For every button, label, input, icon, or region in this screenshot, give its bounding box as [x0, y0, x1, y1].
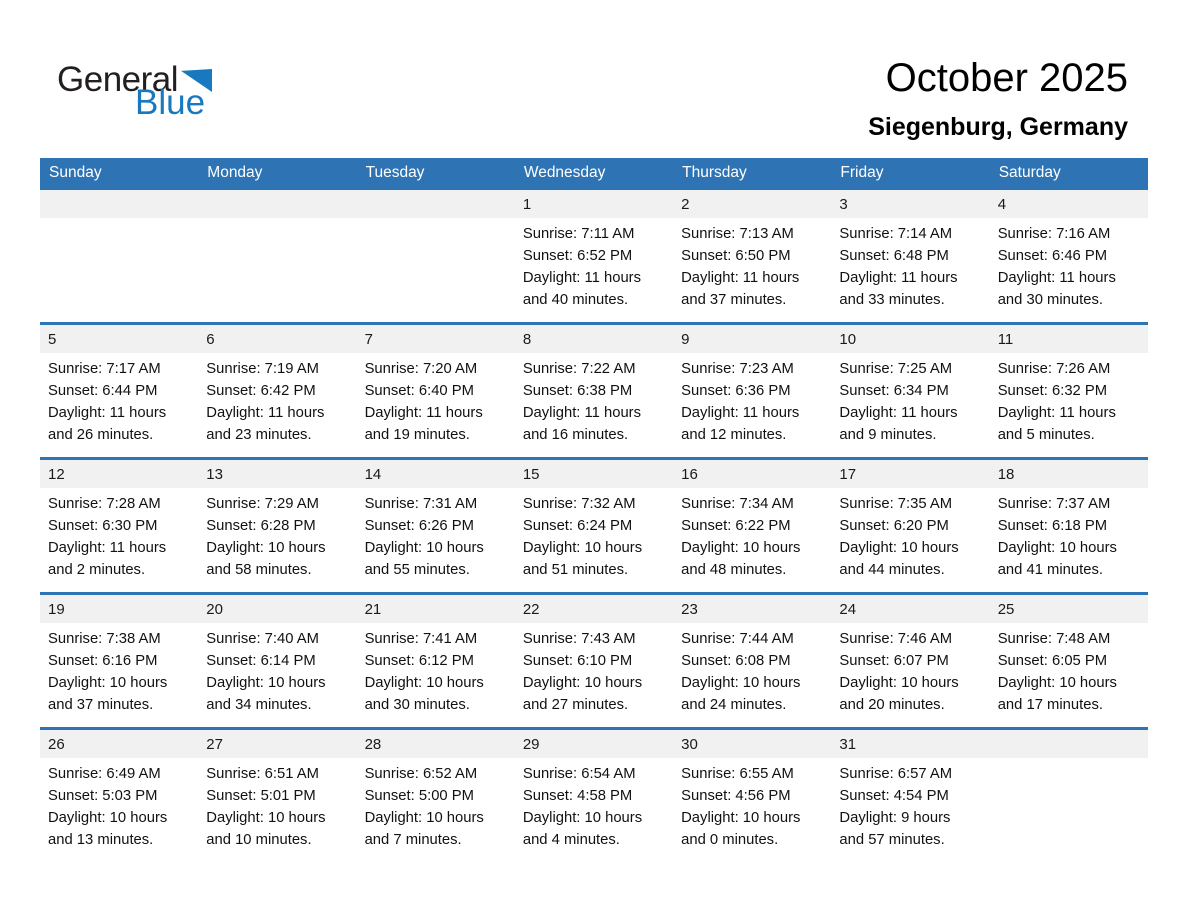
- calendar-day-cell: [357, 730, 515, 862]
- calendar-grid: [40, 158, 1148, 862]
- daylight-line2: and 44 minutes.: [839, 562, 945, 578]
- calendar-day-cell: [673, 595, 831, 727]
- day-details: [831, 353, 989, 446]
- sunset-text: Sunset: 6:24 PM: [522, 518, 633, 534]
- day-details: [990, 353, 1148, 446]
- day-number: 19: [40, 595, 198, 623]
- sunset-text: Sunset: 6:46 PM: [997, 248, 1108, 264]
- daylight-line2: and 20 minutes.: [839, 697, 945, 713]
- day-number: 22: [515, 595, 673, 623]
- calendar-day-cell: [515, 325, 673, 457]
- daylight-line1: Daylight: 10 hours: [681, 540, 801, 556]
- day-number: 4: [990, 190, 1148, 218]
- sunrise-text: Sunrise: 7:28 AM: [48, 496, 161, 512]
- day-number: 30: [673, 730, 831, 758]
- logo-word-blue: Blue: [135, 83, 206, 122]
- daylight-line2: and 7 minutes.: [364, 832, 462, 848]
- daylight-line2: and 34 minutes.: [206, 697, 312, 713]
- sunrise-text: Sunrise: 7:23 AM: [681, 361, 794, 377]
- sunset-text: Sunset: 6:10 PM: [522, 653, 633, 669]
- day-details: [40, 623, 198, 716]
- logo-word-general: General: [57, 60, 179, 99]
- day-details: [357, 623, 515, 716]
- daylight-line1: Daylight: 11 hours: [997, 405, 1116, 421]
- week-row-1: [40, 187, 1148, 322]
- daylight-line1: Daylight: 10 hours: [206, 540, 326, 556]
- day-details: [831, 488, 989, 581]
- day-number: 29: [515, 730, 673, 758]
- daylight-line2: and 55 minutes.: [364, 562, 470, 578]
- daylight-line1: Daylight: 11 hours: [364, 405, 483, 421]
- day-number: 6: [198, 325, 356, 353]
- week-row-4: [40, 592, 1148, 727]
- day-details: [673, 218, 831, 311]
- sunrise-text: Sunrise: 7:22 AM: [522, 361, 636, 377]
- day-number: 11: [990, 325, 1148, 353]
- day-number: 17: [831, 460, 989, 488]
- day-number: 10: [831, 325, 989, 353]
- sunset-text: Sunset: 4:54 PM: [839, 788, 949, 804]
- daylight-line1: Daylight: 10 hours: [839, 540, 959, 556]
- calendar-day-cell: [198, 730, 356, 862]
- weekday-wednesday: Wednesday: [523, 163, 606, 181]
- sunset-text: Sunset: 6:36 PM: [681, 383, 791, 399]
- daylight-line2: and 19 minutes.: [364, 427, 470, 443]
- daylight-line2: and 17 minutes.: [997, 697, 1103, 713]
- day-number: 20: [198, 595, 356, 623]
- sunset-text: Sunset: 6:28 PM: [206, 518, 316, 534]
- daylight-line1: Daylight: 10 hours: [681, 810, 801, 826]
- week-row-5: [40, 727, 1148, 862]
- daylight-line2: and 48 minutes.: [681, 562, 787, 578]
- daylight-line2: and 9 minutes.: [839, 427, 937, 443]
- daylight-line2: and 27 minutes.: [522, 697, 629, 713]
- daylight-line1: Daylight: 11 hours: [681, 270, 800, 286]
- sunset-text: Sunset: 6:22 PM: [681, 518, 791, 534]
- daylight-line1: Daylight: 11 hours: [681, 405, 800, 421]
- sunrise-text: Sunrise: 7:32 AM: [522, 496, 636, 512]
- day-number: 1: [515, 190, 673, 218]
- sunset-text: Sunset: 6:40 PM: [364, 383, 474, 399]
- weekday-tuesday: Tuesday: [365, 163, 425, 181]
- sunrise-text: Sunrise: 7:43 AM: [522, 631, 636, 647]
- day-number: 14: [357, 460, 515, 488]
- daylight-line1: Daylight: 10 hours: [522, 675, 643, 691]
- day-details: [990, 488, 1148, 581]
- daylight-line1: Daylight: 10 hours: [839, 675, 959, 691]
- calendar-day-cell: [831, 460, 989, 592]
- calendar-day-cell: [40, 730, 198, 862]
- day-number: 2: [673, 190, 831, 218]
- sunrise-text: Sunrise: 6:52 AM: [364, 766, 478, 782]
- sunrise-text: Sunrise: 7:37 AM: [997, 496, 1111, 512]
- weekday-monday: Monday: [207, 163, 263, 181]
- weekday-saturday: Saturday: [998, 163, 1061, 181]
- calendar-day-cell: [357, 595, 515, 727]
- day-details: [40, 353, 198, 446]
- daylight-line1: Daylight: 10 hours: [364, 540, 484, 556]
- sunset-text: Sunset: 6:30 PM: [48, 518, 158, 534]
- calendar-day-cell-empty: [198, 190, 356, 322]
- day-details: [40, 488, 198, 581]
- daylight-line2: and 33 minutes.: [839, 292, 945, 308]
- sunset-text: Sunset: 6:52 PM: [522, 248, 633, 264]
- day-number: 25: [990, 595, 1148, 623]
- calendar-day-cell: [990, 325, 1148, 457]
- day-details: [673, 623, 831, 716]
- daylight-line1: Daylight: 10 hours: [206, 675, 326, 691]
- week-row-3: [40, 457, 1148, 592]
- sunrise-text: Sunrise: 7:31 AM: [364, 496, 478, 512]
- day-details: [515, 623, 673, 716]
- calendar-day-cell-empty: [990, 730, 1148, 862]
- sunrise-text: Sunrise: 7:20 AM: [364, 361, 478, 377]
- sunrise-text: Sunrise: 6:54 AM: [522, 766, 636, 782]
- sunrise-text: Sunrise: 7:38 AM: [48, 631, 161, 647]
- daylight-line2: and 40 minutes.: [522, 292, 629, 308]
- sunset-text: Sunset: 5:03 PM: [48, 788, 158, 804]
- day-number: [40, 190, 198, 218]
- calendar-day-cell: [990, 190, 1148, 322]
- calendar-day-cell-empty: [357, 190, 515, 322]
- sunrise-text: Sunrise: 7:35 AM: [839, 496, 953, 512]
- day-details: [990, 218, 1148, 311]
- calendar-day-cell: [990, 460, 1148, 592]
- day-number: 13: [198, 460, 356, 488]
- calendar-day-cell: [40, 325, 198, 457]
- sunset-text: Sunset: 5:01 PM: [206, 788, 316, 804]
- sunset-text: Sunset: 6:26 PM: [364, 518, 474, 534]
- day-details: [198, 758, 356, 851]
- sunrise-text: Sunrise: 6:51 AM: [206, 766, 319, 782]
- daylight-line2: and 30 minutes.: [997, 292, 1103, 308]
- sunrise-text: Sunrise: 7:34 AM: [681, 496, 794, 512]
- sunrise-text: Sunrise: 7:26 AM: [997, 361, 1111, 377]
- calendar-day-cell: [515, 730, 673, 862]
- sunrise-text: Sunrise: 7:40 AM: [206, 631, 319, 647]
- sunset-text: Sunset: 6:42 PM: [206, 383, 316, 399]
- weekday-thursday: Thursday: [682, 163, 747, 181]
- sunset-text: Sunset: 4:58 PM: [522, 788, 633, 804]
- weekday-sunday: Sunday: [49, 163, 102, 181]
- calendar-day-cell: [198, 595, 356, 727]
- sunset-text: Sunset: 6:07 PM: [839, 653, 949, 669]
- sunrise-text: Sunrise: 7:16 AM: [997, 226, 1111, 242]
- sunrise-text: Sunrise: 7:41 AM: [364, 631, 478, 647]
- daylight-line2: and 37 minutes.: [681, 292, 787, 308]
- sunrise-text: Sunrise: 7:44 AM: [681, 631, 794, 647]
- sunrise-text: Sunrise: 7:48 AM: [997, 631, 1111, 647]
- sunrise-text: Sunrise: 7:11 AM: [522, 226, 635, 242]
- day-details: [515, 758, 673, 851]
- sunset-text: Sunset: 6:48 PM: [839, 248, 949, 264]
- calendar-day-cell: [40, 595, 198, 727]
- day-details: [673, 353, 831, 446]
- day-number: 5: [40, 325, 198, 353]
- day-number: 31: [831, 730, 989, 758]
- sunrise-text: Sunrise: 7:19 AM: [206, 361, 319, 377]
- sunrise-text: Sunrise: 7:25 AM: [839, 361, 953, 377]
- sunset-text: Sunset: 6:38 PM: [522, 383, 633, 399]
- sunset-text: Sunset: 6:16 PM: [48, 653, 158, 669]
- calendar-day-cell: [198, 460, 356, 592]
- sunset-text: Sunset: 6:44 PM: [48, 383, 158, 399]
- sunrise-text: Sunrise: 6:49 AM: [48, 766, 161, 782]
- sunrise-text: Sunrise: 7:46 AM: [839, 631, 953, 647]
- daylight-line2: and 26 minutes.: [48, 427, 154, 443]
- daylight-line1: Daylight: 11 hours: [522, 270, 642, 286]
- calendar-day-cell: [990, 595, 1148, 727]
- weekday-header-row: [40, 158, 1148, 187]
- day-details: [515, 488, 673, 581]
- day-details: [357, 353, 515, 446]
- day-number: 8: [515, 325, 673, 353]
- calendar-day-cell: [515, 595, 673, 727]
- daylight-line1: Daylight: 10 hours: [997, 540, 1117, 556]
- daylight-line2: and 37 minutes.: [48, 697, 154, 713]
- day-number: [357, 190, 515, 218]
- day-details: [673, 488, 831, 581]
- sunset-text: Sunset: 6:08 PM: [681, 653, 791, 669]
- daylight-line1: Daylight: 10 hours: [364, 810, 484, 826]
- calendar-day-cell: [831, 595, 989, 727]
- day-details: [515, 353, 673, 446]
- daylight-line2: and 24 minutes.: [681, 697, 787, 713]
- daylight-line2: and 16 minutes.: [522, 427, 629, 443]
- day-details: [198, 488, 356, 581]
- sunrise-text: Sunrise: 7:29 AM: [206, 496, 319, 512]
- daylight-line2: and 12 minutes.: [681, 427, 787, 443]
- calendar-day-cell: [831, 730, 989, 862]
- sunset-text: Sunset: 6:34 PM: [839, 383, 949, 399]
- day-number: 28: [357, 730, 515, 758]
- daylight-line2: and 4 minutes.: [522, 832, 620, 848]
- daylight-line1: Daylight: 10 hours: [522, 810, 643, 826]
- sunset-text: Sunset: 6:32 PM: [997, 383, 1108, 399]
- calendar-day-cell-empty: [40, 190, 198, 322]
- daylight-line2: and 30 minutes.: [364, 697, 470, 713]
- day-number: 7: [357, 325, 515, 353]
- calendar-day-cell: [831, 190, 989, 322]
- daylight-line2: and 57 minutes.: [839, 832, 945, 848]
- calendar-day-cell: [40, 460, 198, 592]
- day-details: [515, 218, 673, 311]
- daylight-line2: and 5 minutes.: [997, 427, 1095, 443]
- weekday-friday: Friday: [840, 163, 884, 181]
- day-details: [40, 758, 198, 851]
- sunrise-text: Sunrise: 7:13 AM: [681, 226, 794, 242]
- day-number: [990, 730, 1148, 758]
- calendar-day-cell: [673, 460, 831, 592]
- sunset-text: Sunset: 5:00 PM: [364, 788, 474, 804]
- page-title: October 2025: [885, 56, 1128, 100]
- daylight-line2: and 58 minutes.: [206, 562, 312, 578]
- sunset-text: Sunset: 6:12 PM: [364, 653, 474, 669]
- day-details: [198, 623, 356, 716]
- day-number: 3: [831, 190, 989, 218]
- daylight-line2: and 0 minutes.: [681, 832, 779, 848]
- location-subtitle: Siegenburg, Germany: [868, 113, 1128, 141]
- daylight-line2: and 51 minutes.: [522, 562, 629, 578]
- calendar-day-cell: [515, 460, 673, 592]
- general-blue-logo: [57, 62, 212, 120]
- daylight-line2: and 41 minutes.: [997, 562, 1103, 578]
- day-number: 24: [831, 595, 989, 623]
- day-details: [357, 758, 515, 851]
- day-details: [831, 218, 989, 311]
- daylight-line2: and 23 minutes.: [206, 427, 312, 443]
- calendar-day-cell: [357, 460, 515, 592]
- daylight-line2: and 10 minutes.: [206, 832, 312, 848]
- sunset-text: Sunset: 6:20 PM: [839, 518, 949, 534]
- daylight-line1: Daylight: 11 hours: [997, 270, 1116, 286]
- daylight-line1: Daylight: 11 hours: [48, 405, 167, 421]
- sunrise-text: Sunrise: 7:17 AM: [48, 361, 161, 377]
- daylight-line1: Daylight: 10 hours: [997, 675, 1117, 691]
- daylight-line1: Daylight: 9 hours: [839, 810, 951, 826]
- day-details: [357, 488, 515, 581]
- day-number: 26: [40, 730, 198, 758]
- daylight-line1: Daylight: 11 hours: [839, 405, 958, 421]
- day-number: 15: [515, 460, 673, 488]
- daylight-line1: Daylight: 10 hours: [681, 675, 801, 691]
- day-number: 16: [673, 460, 831, 488]
- daylight-line1: Daylight: 11 hours: [206, 405, 325, 421]
- day-details: [990, 623, 1148, 716]
- calendar-day-cell: [357, 325, 515, 457]
- daylight-line1: Daylight: 11 hours: [839, 270, 958, 286]
- calendar-day-cell: [673, 190, 831, 322]
- sunset-text: Sunset: 6:14 PM: [206, 653, 316, 669]
- sunset-text: Sunset: 6:05 PM: [997, 653, 1108, 669]
- daylight-line1: Daylight: 10 hours: [522, 540, 643, 556]
- day-number: 27: [198, 730, 356, 758]
- day-number: 9: [673, 325, 831, 353]
- day-details: [673, 758, 831, 851]
- sunset-text: Sunset: 6:50 PM: [681, 248, 791, 264]
- day-details: [831, 758, 989, 851]
- day-details: [831, 623, 989, 716]
- sunset-text: Sunset: 6:18 PM: [997, 518, 1108, 534]
- daylight-line1: Daylight: 11 hours: [522, 405, 642, 421]
- day-number: 18: [990, 460, 1148, 488]
- calendar-day-cell: [198, 325, 356, 457]
- daylight-line1: Daylight: 10 hours: [48, 810, 168, 826]
- day-number: 21: [357, 595, 515, 623]
- day-details: [198, 353, 356, 446]
- daylight-line1: Daylight: 10 hours: [206, 810, 326, 826]
- calendar-day-cell: [515, 190, 673, 322]
- day-number: 23: [673, 595, 831, 623]
- sunrise-text: Sunrise: 6:57 AM: [839, 766, 953, 782]
- daylight-line2: and 13 minutes.: [48, 832, 154, 848]
- week-row-2: [40, 322, 1148, 457]
- sunrise-text: Sunrise: 6:55 AM: [681, 766, 794, 782]
- daylight-line1: Daylight: 10 hours: [364, 675, 484, 691]
- daylight-line2: and 2 minutes.: [48, 562, 146, 578]
- calendar-day-cell: [673, 325, 831, 457]
- daylight-line1: Daylight: 10 hours: [48, 675, 168, 691]
- calendar-day-cell: [673, 730, 831, 862]
- day-number: 12: [40, 460, 198, 488]
- sunrise-text: Sunrise: 7:14 AM: [839, 226, 953, 242]
- day-number: [198, 190, 356, 218]
- calendar-day-cell: [831, 325, 989, 457]
- sunset-text: Sunset: 4:56 PM: [681, 788, 791, 804]
- daylight-line1: Daylight: 11 hours: [48, 540, 167, 556]
